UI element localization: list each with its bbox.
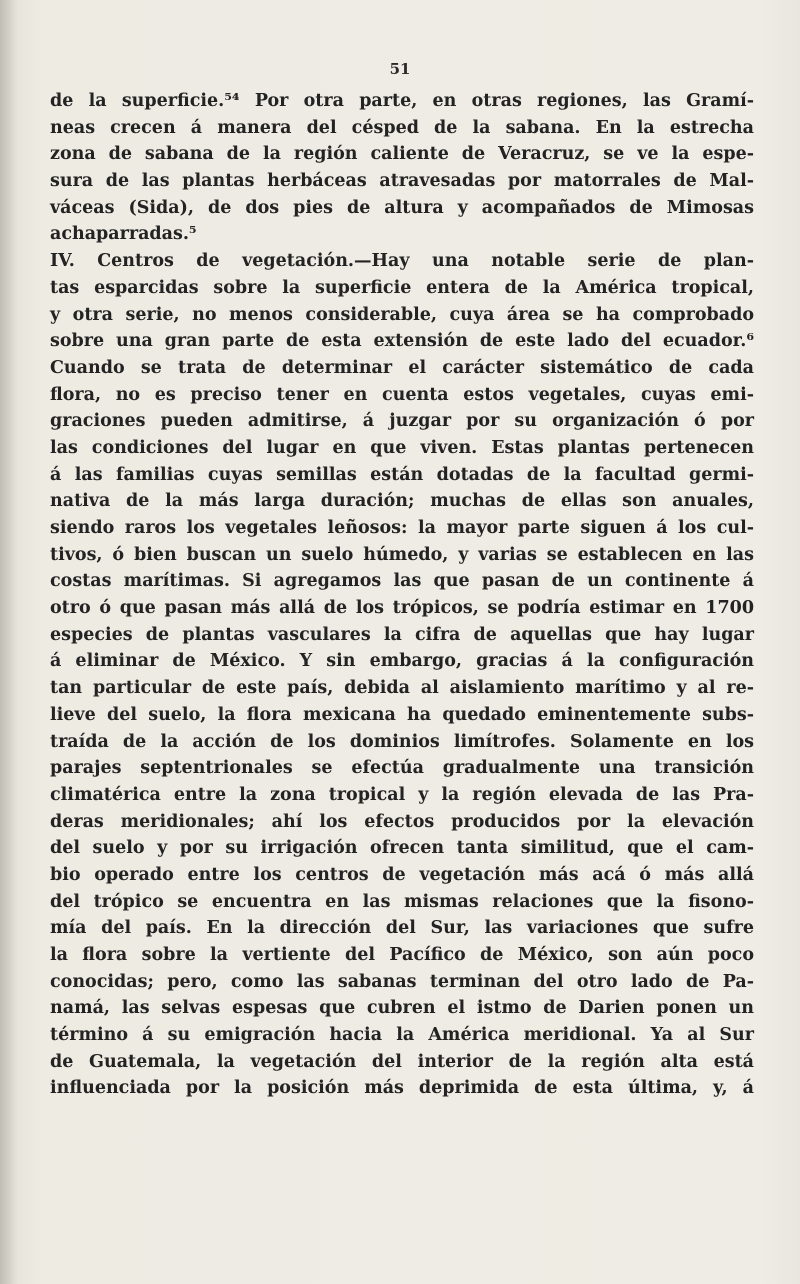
text-line: siendo raros los vegetales leñosos: la mayor parte siguen á los cul- <box>50 518 754 538</box>
text-line: tas esparcidas sobre la superficie entera de la América tropical, <box>50 277 754 298</box>
text-line: del suelo y por su irrigación ofrecen tanta similitud, que el cam- <box>50 838 754 859</box>
text-line: neas crecen á manera del césped de la sabana. En la estrecha <box>50 117 754 138</box>
text-line: término á su emigración hacia la América meridional. Ya al Sur <box>50 1025 754 1046</box>
binding-shadow <box>0 0 18 1284</box>
section-heading-line: IV. Centros de vegetación.—Hay una notable serie de plan- <box>50 251 754 272</box>
text-line: del trópico se encuentra en las mismas relaciones que la fisono- <box>50 891 754 912</box>
text-line: influenciada por la posición más deprimida de esta última, y, á <box>50 1078 754 1099</box>
text-line: mía del país. En la dirección del Sur, las variaciones que sufre <box>50 918 754 939</box>
text-line: lieve del suelo, la flora mexicana ha quedado eminentemente subs- <box>50 704 754 725</box>
text-line: váceas (Sida), de dos pies de altura y acompañados de Mimosas <box>50 197 754 218</box>
body-text <box>50 88 754 1102</box>
text-line: achaparradas.⁵ <box>50 224 197 245</box>
text-line: tivos, ó bien buscan un suelo húmedo, y varias se establecen en las <box>50 544 754 565</box>
text-line: bio operado entre los centros de vegetación más acá ó más allá <box>50 864 754 885</box>
text-line: flora, no es preciso tener en cuenta estos vegetales, cuyas emi- <box>50 384 754 405</box>
text-line: conocidas; pero, como las sabanas terminan del otro lado de Pa- <box>50 971 754 992</box>
text-line: costas marítimas. Si agregamos las que pasan de un continente á <box>50 571 754 592</box>
page-number: 51 <box>389 60 411 78</box>
text-line: sobre una gran parte de esta extensión de este lado del ecuador.⁶ <box>50 331 754 352</box>
text-line: parajes septentrionales se efectúa gradualmente una transición <box>50 758 754 779</box>
text-line: á las familias cuyas semillas están dotadas de la facultad germi- <box>50 464 754 485</box>
text-line: la flora sobre la vertiente del Pacífico de México, son aún poco <box>50 945 754 965</box>
text-line: las condiciones del lugar en que viven. Estas plantas pertenecen <box>50 437 754 458</box>
text-line: Cuando se trata de determinar el carácter sistemático de cada <box>50 357 754 378</box>
text-line: especies de plantas vasculares la cifra de aquellas que hay lugar <box>50 624 754 645</box>
text-line: tan particular de este país, debida al aislamiento marítimo y al re- <box>50 678 754 699</box>
text-line: zona de sabana de la región caliente de Veracruz, se ve la espe- <box>50 144 754 165</box>
text-line: otro ó que pasan más allá de los trópicos, se podría estimar en 1700 <box>50 598 754 619</box>
text-line: climatérica entre la zona tropical y la región elevada de las Pra- <box>50 784 754 805</box>
text-line: nativa de la más larga duración; muchas de ellas son anuales, <box>50 491 754 512</box>
text-line: namá, las selvas espesas que cubren el istmo de Darien ponen un <box>50 998 754 1019</box>
text-line: traída de la acción de los dominios limítrofes. Solamente en los <box>50 731 754 752</box>
text-line: deras meridionales; ahí los efectos producidos por la elevación <box>50 811 754 832</box>
text-line: graciones pueden admitirse, á juzgar por su organización ó por <box>50 411 754 432</box>
text-line: y otra serie, no menos considerable, cuya área se ha comprobado <box>50 304 754 325</box>
text-line: de la superficie.⁵⁴ Por otra parte, en otras regiones, las Gramí- <box>50 91 754 111</box>
text-line: de Guatemala, la vegetación del interior de la región alta está <box>50 1051 754 1072</box>
text-line: á eliminar de México. Y sin embargo, gracias á la configuración <box>50 651 754 672</box>
text-line: sura de las plantas herbáceas atravesadas por matorrales de Mal- <box>50 171 754 192</box>
